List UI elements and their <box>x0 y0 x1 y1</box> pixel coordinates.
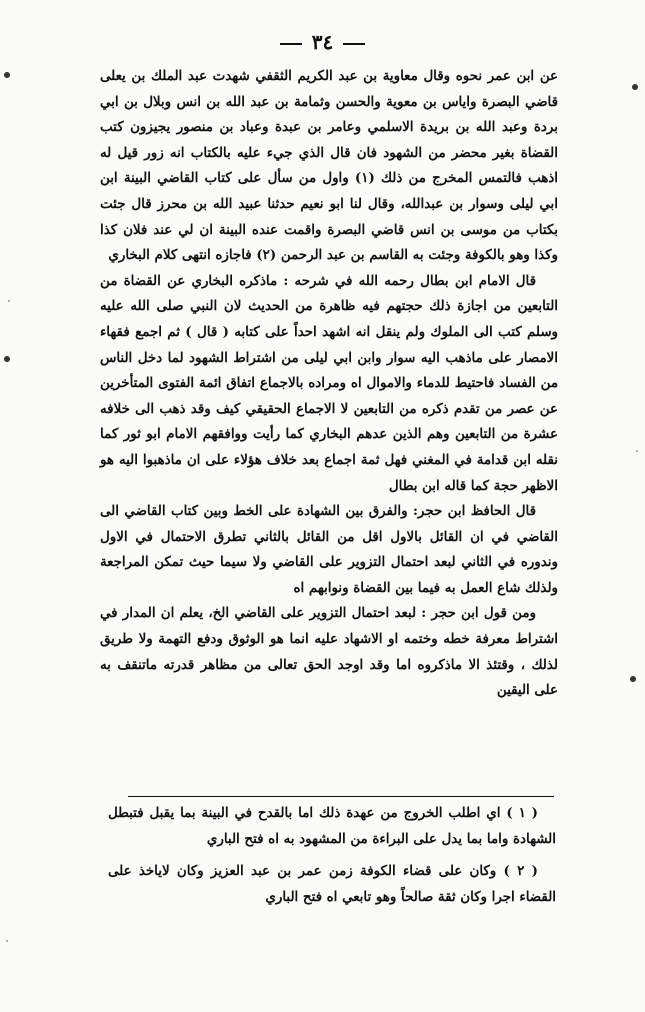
page-number-header <box>0 30 645 54</box>
main-text <box>100 64 558 704</box>
footnote-divider <box>128 796 554 797</box>
header-dash-right <box>343 43 365 45</box>
footnote-2: ( ٢ ) وكان على قضاء الكوفة زمن عمر بن عبد العزيز وكان لاياخذ على القضاء اجرا وكان ثقة صالحاً وهو تابعي اه فتح الباري <box>108 863 556 905</box>
paper-speck <box>6 940 8 942</box>
margin-ink-mark <box>632 84 638 90</box>
paper-speck <box>636 450 638 452</box>
footnotes <box>108 800 556 916</box>
margin-ink-mark <box>630 676 636 682</box>
page-number: ٣٤ <box>311 30 334 54</box>
paragraph-3: قال الحافظ ابن حجر: والفرق بين الشهادة على الخط وبين كتاب القاضي الى القاضي في ان القائل بالاول اقل من القائل بالثاني تطرق الاحتمال في الاول وندوره في الثاني لبعد احتمال التزوير على القاضي ولا سيما حيث تمكن المراجعة ولذلك شاع العمل به فيما بين القضاة ونوابهم اه <box>100 503 558 596</box>
paragraph-2: قال الامام ابن بطال رحمه الله في شرحه : ماذكره البخاري عن القضاة من التابعين من اجازة ذلك حجتهم فيه ظاهرة من الحديث لان النبي صلى الله عليه وسلم كتب الى الملوك ولم ينقل انه اشهد احداً على كتابه ( قال ) ثم اجمع فقهاء الامصار على ماذهب اليه سوار وابن ابي ليلى من اشتراط الشهود لما دخل الناس من الفساد فاحتيط للدماء والاموال اه ومراده بالاجماع اتفاق ائمة الفتوى المتأخرين عن عصر من تقدم ذكره من التابعين لا الاجماع الحقيقي كيف وقد ذهب الى خلافه عشرة من التابعين وهم الذين عدهم البخاري كما رأيت ووافقهم الامام ابو ثور كما نقله ابن قدامة في المغني فهل ثمة اجماع بعد خلاف هؤلاء على ان ماذهبوا اليه هو الاظهر حجة كما قاله ابن بطال <box>100 272 558 494</box>
header-dash-left <box>280 43 302 45</box>
footnote-1: ( ١ ) اي اطلب الخروج من عهدة ذلك اما بالقدح في البينة بما يقبل فتبطل الشهادة واما بما يدل على البراءة من المشهود به اه فتح الباري <box>108 805 556 847</box>
paragraph-4: ومن قول ابن حجر : لبعد احتمال التزوير على القاضي الخ، يعلم ان المدار في اشتراط معرفة خطه وختمه او الاشهاد عليه انما هو الوثوق ودفع التهمة ولا طريق لذلك ، وقتئذ الا ماذكروه اما وقد اوجد الحق تعالى من مظاهر قدرته ماتنقف به على اليقين <box>100 605 558 699</box>
margin-ink-mark <box>4 356 10 362</box>
paper-speck <box>8 300 10 302</box>
margin-ink-mark <box>4 72 10 78</box>
paragraph-1: عن ابن عمر نحوه وقال معاوية بن عبد الكريم الثقفي شهدت عبد الملك بن يعلى قاضي البصرة واياس بن معوية والحسن وثمامة بن عبد الله بن انس وبلال بن ابي بردة وعبد الله بن بريدة الاسلمي وعامر بن عبدة وعباد بن منصور يجيزون كتب القضاة بغير محضر من الشهود فان قال الذي جيء عليه بالكتاب انه زور قيل له اذهب فالتمس المخرج من ذلك (١) واول من سأل على كتاب القاضي البينة ابن ابي ليلى وسوار بن عبدالله، وقال لنا ابو نعيم حدثنا عبيد الله بن محرز قال جئت بكتاب من موسى بن انس قاضي البصرة واقمت عنده البينة ان لي عند فلان كذا وكذا وهو بالكوفة وجئت به القاسم بن عبد الرحمن (٢) فاجازه انتهى كلام البخاري <box>100 68 558 264</box>
